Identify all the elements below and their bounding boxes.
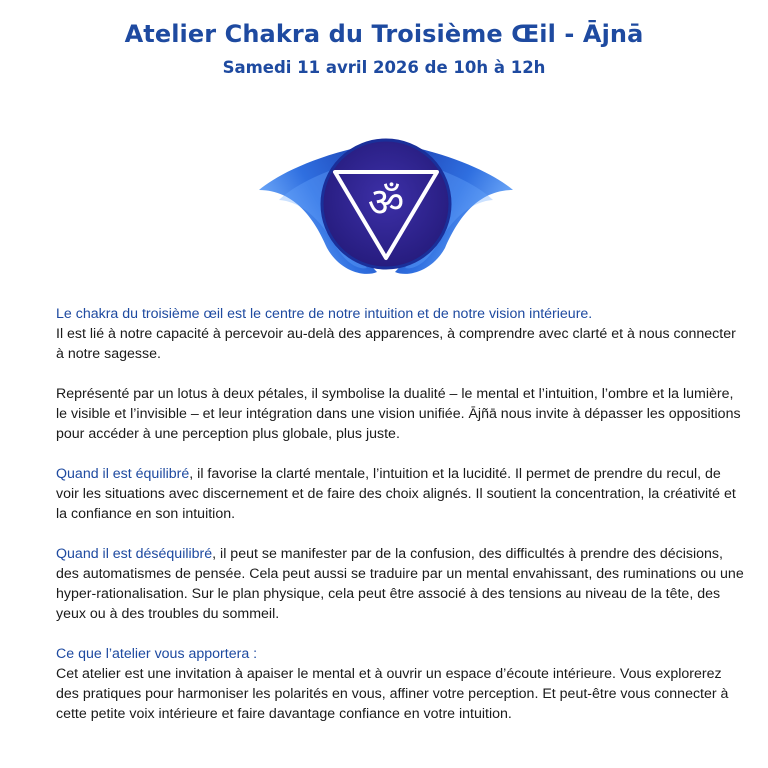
balanced-paragraph: [56, 464, 746, 524]
balanced-body: , il favorise la clarté mentale, l’intuition et la lucidité. Il permet de prendre du recul, de voir les situations avec discernement et de faire des choix alignés. Il soutient la concentration, la créativité et la confiance en son intuition.: [56, 466, 736, 522]
unbalanced-lead: Quand il est déséquilibré: [56, 546, 213, 562]
om-icon: ॐ: [367, 180, 405, 226]
offer-heading: Ce que l’atelier vous apportera :: [56, 646, 258, 662]
intro-body: Il est lié à notre capacité à percevoir au-delà des apparences, à comprendre avec clarté et à nous connecter à notre sagesse.: [56, 326, 736, 362]
offer-paragraph: [56, 644, 746, 724]
unbalanced-body: , il peut se manifester par de la confusion, des difficultés à prendre des décisions, des automatismes de pensée. Cela peut aussi se traduire par un mental envahissant, des ruminations ou une hyper-rationalisation. Sur le plan physique, cela peut être associé à des tensions au niveau de la tête, des yeux ou à des troubles du sommeil.: [56, 546, 744, 622]
intro-paragraph: [56, 304, 746, 364]
intro-heading: Le chakra du troisième œil est le centre de notre intuition et de notre vision intérieure.: [56, 306, 593, 322]
description: [56, 304, 746, 744]
offer-body: Cet atelier est une invitation à apaiser le mental et à ouvrir un espace d’écoute intérieure. Vous explorerez des pratiques pour harmoniser les polarités en vous, affiner votre perception. Et peut-être vous connecter à cette petite voix intérieure et faire davantage confiance en votre intuition.: [56, 666, 729, 722]
unbalanced-paragraph: [56, 544, 746, 624]
event-date: Samedi 11 avril 2026 de 10h à 12h: [222, 58, 546, 77]
third-eye-chakra-icon: [255, 120, 517, 282]
page-title: Atelier Chakra du Troisième Œil - Ājnā: [124, 20, 644, 48]
duality-paragraph: Représenté par un lotus à deux pétales, il symbolise la dualité – le mental et l’intuition, l’ombre et la lumière, le visible et l’invisible – et leur intégration dans une vision unifiée. Ājñā nous invite à dépasser les oppositions pour accéder à une perception plus globale, plus juste.: [56, 386, 741, 442]
balanced-lead: Quand il est équilibré: [56, 466, 190, 482]
